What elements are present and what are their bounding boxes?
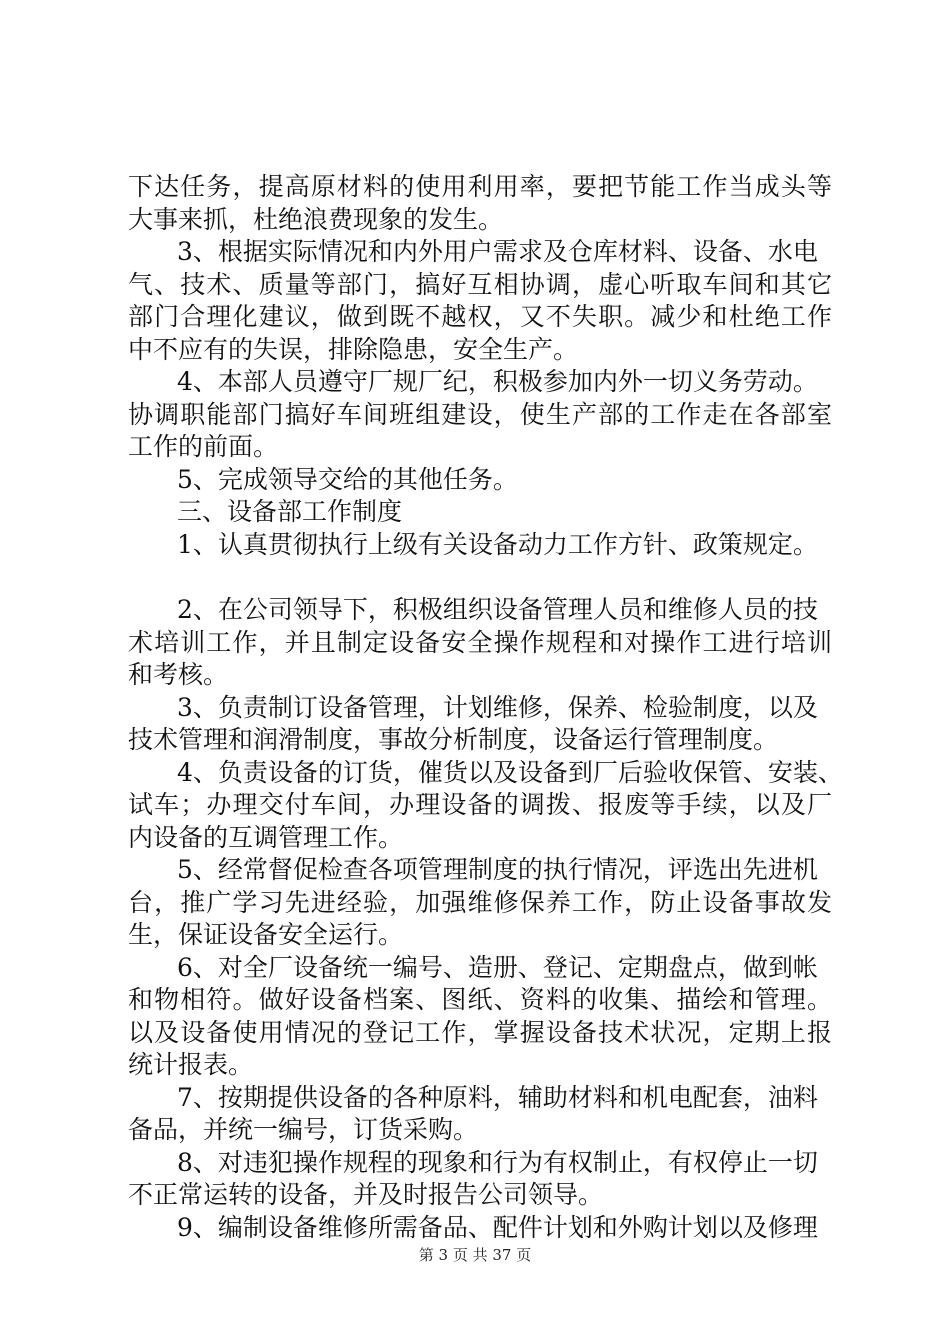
text-line: 下达任务，提高原材料的使用利用率，要把节能工作当成头等 <box>128 172 832 201</box>
text-line: 技术管理和润滑制度，事故分析制度，设备运行管理制度。 <box>128 725 779 754</box>
section-heading: 三、设备部工作制度 <box>177 497 403 526</box>
text-line: 5、完成领导交给的其他任务。 <box>177 464 518 494</box>
text-line: 3、根据实际情况和内外用户需求及仓库材料、设备、水电 <box>177 237 818 266</box>
text-line: 气、技术、质量等部门，搞好互相协调，虚心听取车间和其它 <box>128 269 832 299</box>
text-line: 和考核。 <box>128 660 229 689</box>
text-line: 统计报表。 <box>128 1050 254 1079</box>
text-line: 部门合理化建议，做到既不越权，又不失职。减少和杜绝工作 <box>128 302 832 331</box>
text-line: 备品，并统一编号，订货采购。 <box>128 1115 479 1144</box>
text-line: 2、在公司领导下，积极组织设备管理人员和维修人员的技 <box>177 595 818 624</box>
text-line: 术培训工作，并且制定设备安全操作规程和对操作工进行培训 <box>128 627 832 657</box>
text-line: 6、对全厂设备统一编号、造册、登记、定期盘点，做到帐 <box>177 952 818 982</box>
text-line: 不正常运转的设备，并及时报告公司领导。 <box>128 1180 604 1209</box>
text-line: 中不应有的失误，排除隐患，安全生产。 <box>128 334 579 364</box>
text-line: 台，推广学习先进经验，加强维修保养工作，防止设备事故发 <box>128 887 832 917</box>
text-line: 生，保证设备安全运行。 <box>128 920 404 949</box>
text-line: 9、编制设备维修所需备品、配件计划和外购计划以及修理 <box>177 1212 818 1242</box>
text-line: 1、认真贯彻执行上级有关设备动力工作方针、政策规定。 <box>177 529 818 559</box>
text-line: 4、负责设备的订货，催货以及设备到厂后验收保管、安装、 <box>177 757 843 787</box>
text-line: 试车；办理交付车间，办理设备的调拨、报废等手续，以及厂 <box>128 790 832 819</box>
text-line: 以及设备使用情况的登记工作，掌握设备技术状况，定期上报 <box>128 1017 832 1047</box>
text-line: 协调职能部门搞好车间班组建设，使生产部的工作走在各部室 <box>128 399 832 429</box>
document-body <box>128 171 843 1244</box>
text-line: 5、经常督促检查各项管理制度的执行情况，评选出先进机 <box>177 855 818 884</box>
blank-line <box>128 561 832 594</box>
text-line: 7、按期提供设备的各种原料，辅助材料和机电配套，油料 <box>177 1082 818 1112</box>
text-line: 4、本部人员遵守厂规厂纪，积极参加内外一切义务劳动。 <box>177 367 818 396</box>
text-line: 工作的前面。 <box>128 432 279 461</box>
page-number-footer: 第 3 页 共 37 页 <box>418 1246 532 1264</box>
text-line: 3、负责制订设备管理，计划维修，保养、检验制度，以及 <box>177 692 818 722</box>
text-line: 内设备的互调管理工作。 <box>128 822 404 852</box>
text-line: 大事来抓，杜绝浪费现象的发生。 <box>128 204 504 234</box>
text-line: 8、对违犯操作规程的现象和行为有权制止，有权停止一切 <box>177 1147 818 1177</box>
text-line: 和物相符。做好设备档案、图纸、资料的收集、描绘和管理。 <box>128 985 832 1014</box>
